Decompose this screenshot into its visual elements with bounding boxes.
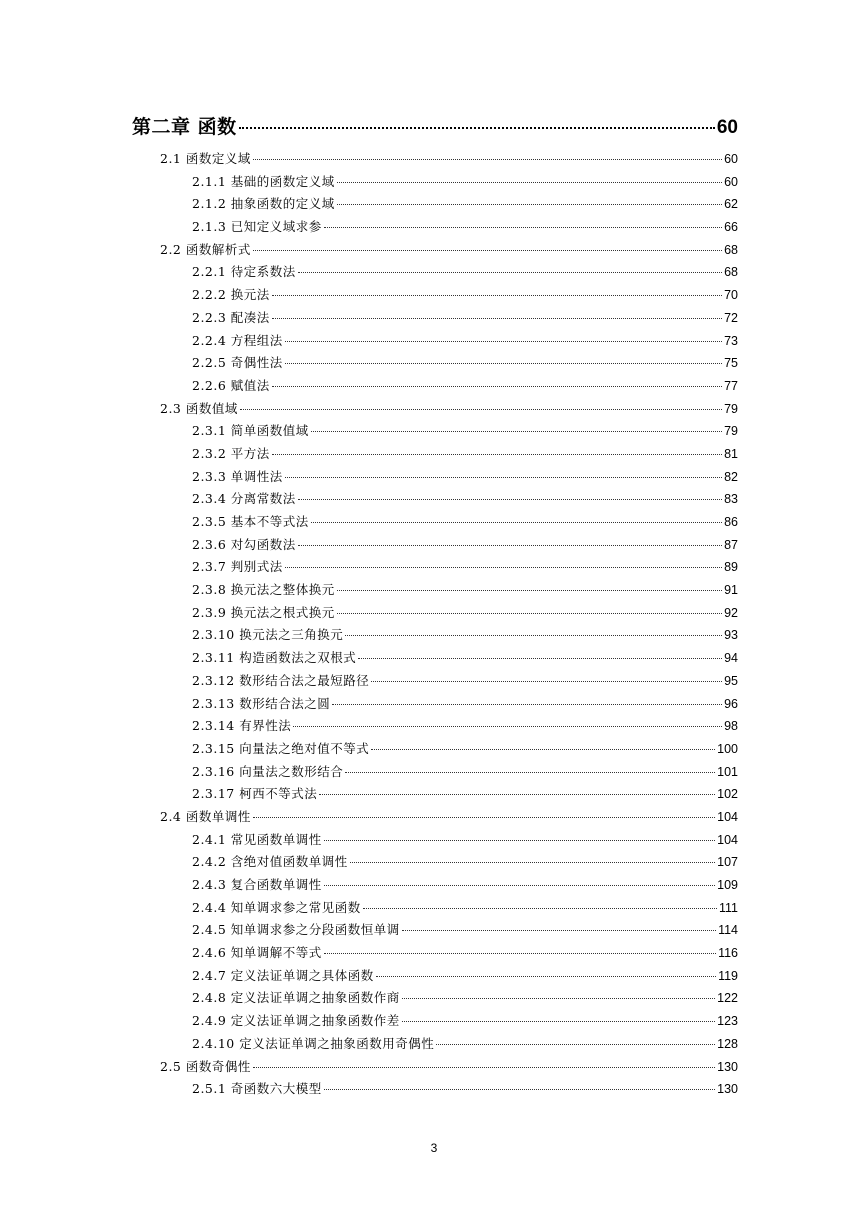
dot-leader [324, 885, 715, 886]
toc-subsection[interactable] [132, 512, 738, 535]
dot-leader [371, 749, 715, 750]
dot-leader [285, 341, 722, 342]
toc-entry-page: 60 [724, 174, 738, 189]
toc-entry-page: 81 [724, 446, 738, 461]
toc-subsection[interactable] [132, 467, 738, 490]
toc-entry-page: 107 [717, 855, 738, 870]
toc-entry-label: 2.3.1 简单函数值域 [192, 423, 309, 439]
toc-subsection[interactable] [132, 694, 738, 717]
toc-subsection[interactable] [132, 262, 738, 285]
dot-leader [324, 953, 716, 954]
dot-leader [371, 681, 722, 682]
toc-entry-label: 2.3.4 分离常数法 [192, 491, 296, 507]
toc-section[interactable] [132, 399, 738, 422]
toc-entry-page: 75 [724, 356, 738, 371]
toc-entry-page: 68 [724, 265, 738, 280]
toc-subsection[interactable] [132, 739, 738, 762]
toc-subsection[interactable] [132, 331, 738, 354]
toc-entry-page: 66 [724, 220, 738, 235]
dot-leader [332, 704, 722, 705]
dot-leader [337, 182, 722, 183]
dot-leader [376, 976, 716, 977]
toc-entry-page: 123 [717, 1014, 738, 1029]
toc-subsection[interactable] [132, 943, 738, 966]
toc-entry-label: 2.3.7 判别式法 [192, 559, 283, 575]
dot-leader [272, 386, 722, 387]
dot-leader [239, 127, 715, 129]
dot-leader [298, 545, 722, 546]
toc-entry-label: 2.3.10 换元法之三角换元 [192, 627, 344, 643]
toc-entry-label: 2.3.12 数形结合法之最短路径 [192, 672, 370, 688]
toc-entry-page: 68 [724, 242, 738, 257]
toc-entry-page: 104 [717, 832, 738, 847]
dot-leader [285, 477, 722, 478]
dot-leader [272, 295, 722, 296]
toc-entry-page: 60 [724, 152, 738, 166]
toc-entry-page: 89 [724, 560, 738, 575]
toc-entry-page: 93 [724, 628, 738, 643]
toc-entry-page: 72 [724, 310, 738, 325]
dot-leader [345, 772, 715, 773]
toc-entry-label: 第二章 函数 [132, 116, 237, 138]
toc-entry-label: 2.4.10 定义法证单调之抽象函数用奇偶性 [192, 1035, 435, 1051]
toc-subsection[interactable] [132, 172, 738, 195]
dot-leader [402, 930, 716, 931]
toc-subsection[interactable] [132, 852, 738, 875]
toc-subsection[interactable] [132, 603, 738, 626]
toc-entry-page: 104 [717, 809, 738, 824]
toc-entry-label: 2.1 函数定义域 [160, 151, 251, 166]
toc-subsection[interactable] [132, 421, 738, 444]
toc-entry-label: 2.1.1 基础的函数定义域 [192, 173, 335, 189]
toc-entry-page: 79 [724, 424, 738, 439]
toc-entry-label: 2.4.6 知单调解不等式 [192, 945, 322, 961]
dot-leader [350, 862, 715, 863]
toc-subsection[interactable] [132, 535, 738, 558]
dot-leader [363, 908, 717, 909]
dot-leader [402, 1021, 715, 1022]
toc-entry-page: 100 [717, 741, 738, 756]
toc-subsection[interactable] [132, 920, 738, 943]
dot-leader [324, 840, 715, 841]
toc-subsection[interactable] [132, 308, 738, 331]
toc-entry-page: 62 [724, 197, 738, 212]
toc-subsection[interactable] [132, 625, 738, 648]
toc-entry-label: 2.4.4 知单调求参之常见函数 [192, 899, 361, 915]
toc-subsection[interactable] [132, 1079, 738, 1102]
toc-entry-label: 2.2.3 配凑法 [192, 309, 270, 325]
toc-subsection[interactable] [132, 376, 738, 399]
toc-entry-page: 130 [717, 1059, 738, 1074]
toc-subsection[interactable] [132, 898, 738, 921]
toc-subsection[interactable] [132, 988, 738, 1011]
dot-leader [272, 318, 722, 319]
toc-entry-page: 95 [724, 673, 738, 688]
toc-subsection[interactable] [132, 353, 738, 376]
page-number: 3 [430, 1141, 438, 1155]
toc-subsection[interactable] [132, 1034, 738, 1057]
toc-entry-page: 96 [724, 696, 738, 711]
toc-entry-page: 101 [717, 764, 738, 779]
toc-entry-label: 2.4.8 定义法证单调之抽象函数作商 [192, 990, 400, 1006]
toc-entry-label: 2.2 函数解析式 [160, 241, 251, 257]
toc-entry-label: 2.3.15 向量法之绝对值不等式 [192, 740, 370, 756]
dot-leader [253, 159, 722, 160]
toc-subsection[interactable] [132, 966, 738, 989]
toc-subsection[interactable] [132, 1011, 738, 1034]
toc-entry-label: 2.2.4 方程组法 [192, 332, 283, 348]
toc-entry-page: 122 [717, 991, 738, 1006]
toc-subsection[interactable] [132, 194, 738, 217]
toc-entry-label: 2.3.14 有界性法 [192, 718, 292, 734]
toc-subsection[interactable] [132, 762, 738, 785]
toc-entry-page: 73 [724, 333, 738, 348]
toc-entry-label: 2.5 函数奇偶性 [160, 1058, 251, 1074]
toc-entry-page: 119 [718, 968, 738, 983]
toc-entry-page: 86 [724, 515, 738, 529]
dot-leader [337, 204, 722, 205]
toc-entry-page: 77 [724, 378, 738, 393]
toc-subsection[interactable] [132, 830, 738, 853]
toc-entry-label: 2.3.9 换元法之根式换元 [192, 604, 335, 620]
toc-entry-page: 70 [724, 288, 738, 303]
toc-entry-label: 2.3.6 对勾函数法 [192, 536, 296, 552]
toc-entry-page: 94 [724, 651, 738, 666]
dot-leader [324, 1089, 715, 1090]
toc-subsection[interactable] [132, 784, 738, 807]
toc-subsection[interactable] [132, 489, 738, 512]
toc-entry-label: 2.3.3 单调性法 [192, 468, 283, 484]
toc-entry-label: 2.4.2 含绝对值函数单调性 [192, 854, 348, 870]
toc-subsection[interactable] [132, 557, 738, 580]
toc-entry-page: 92 [724, 605, 738, 620]
toc-entry-label: 2.3.8 换元法之整体换元 [192, 582, 335, 598]
toc-entry-page: 114 [718, 923, 738, 938]
toc-entry-label: 2.4.3 复合函数单调性 [192, 877, 322, 892]
toc-chapter[interactable] [132, 112, 738, 144]
toc-entry-page: 98 [724, 719, 738, 734]
toc-entry-page: 60 [716, 117, 738, 138]
toc-entry-page: 130 [717, 1082, 738, 1097]
toc-entry-label: 2.2.1 待定系数法 [192, 264, 296, 280]
dot-leader [285, 363, 722, 364]
dot-leader [253, 250, 722, 251]
toc-entry-label: 2.3.2 平方法 [192, 445, 270, 461]
dot-leader [402, 998, 715, 999]
toc-section[interactable] [132, 149, 738, 172]
toc-entry-label: 2.4.1 常见函数单调性 [192, 831, 322, 847]
toc-entry-page: 79 [724, 401, 738, 416]
dot-leader [253, 817, 715, 818]
toc-entry-label: 2.2.2 换元法 [192, 287, 270, 303]
toc-subsection[interactable] [132, 285, 738, 308]
toc-entry-label: 2.1.3 已知定义域求参 [192, 219, 322, 235]
dot-leader [345, 635, 722, 636]
toc-entry-label: 2.4.9 定义法证单调之抽象函数作差 [192, 1013, 400, 1029]
toc-subsection[interactable] [132, 648, 738, 671]
dot-leader [285, 567, 722, 568]
toc-entry-label: 2.3.5 基本不等式法 [192, 514, 309, 529]
toc-entry-page: 109 [717, 878, 738, 892]
dot-leader [293, 726, 722, 727]
toc-entry-label: 2.2.6 赋值法 [192, 377, 270, 393]
toc-entry-page: 82 [724, 469, 738, 484]
toc-subsection[interactable] [132, 671, 738, 694]
toc-entry-label: 2.3.16 向量法之数形结合 [192, 763, 344, 779]
toc-subsection[interactable] [132, 580, 738, 603]
toc-entry-label: 2.4.7 定义法证单调之具体函数 [192, 967, 374, 983]
toc-entry-page: 87 [724, 537, 738, 552]
toc-entry-label: 2.4.5 知单调求参之分段函数恒单调 [192, 922, 400, 938]
toc-entry-page: 102 [717, 787, 738, 802]
toc-entry-label: 2.1.2 抽象函数的定义域 [192, 196, 335, 212]
dot-leader [240, 409, 722, 410]
toc-section[interactable] [132, 240, 738, 263]
toc-subsection[interactable] [132, 716, 738, 739]
dot-leader [272, 454, 722, 455]
dot-leader [319, 794, 715, 795]
toc-entry-page: 128 [717, 1036, 738, 1051]
dot-leader [253, 1067, 715, 1068]
dot-leader [311, 522, 722, 523]
toc-entry-label: 2.3.11 构造函数法之双根式 [192, 650, 357, 666]
toc-subsection[interactable] [132, 875, 738, 898]
dot-leader [337, 613, 722, 614]
toc-entry-label: 2.3 函数值域 [160, 400, 238, 416]
toc-entry-page: 91 [724, 583, 738, 598]
toc-section[interactable] [132, 1057, 738, 1080]
toc-entry-label: 2.3.13 数形结合法之圆 [192, 695, 331, 711]
toc-entry-label: 2.4 函数单调性 [160, 808, 251, 824]
toc-entry-label: 2.5.1 奇函数六大模型 [192, 1081, 322, 1097]
table-of-contents [132, 112, 738, 1102]
dot-leader [298, 499, 722, 500]
toc-entry-page: 116 [718, 946, 738, 961]
toc-subsection[interactable] [132, 444, 738, 467]
toc-entry-label: 2.3.17 柯西不等式法 [192, 786, 318, 802]
dot-leader [436, 1044, 715, 1045]
toc-entry-page: 83 [724, 492, 738, 507]
toc-entry-page: 111 [718, 900, 738, 915]
toc-section[interactable] [132, 807, 738, 830]
dot-leader [358, 658, 722, 659]
toc-subsection[interactable] [132, 217, 738, 240]
dot-leader [311, 431, 722, 432]
dot-leader [324, 227, 722, 228]
toc-entry-label: 2.2.5 奇偶性法 [192, 355, 283, 371]
dot-leader [337, 590, 722, 591]
dot-leader [298, 272, 722, 273]
